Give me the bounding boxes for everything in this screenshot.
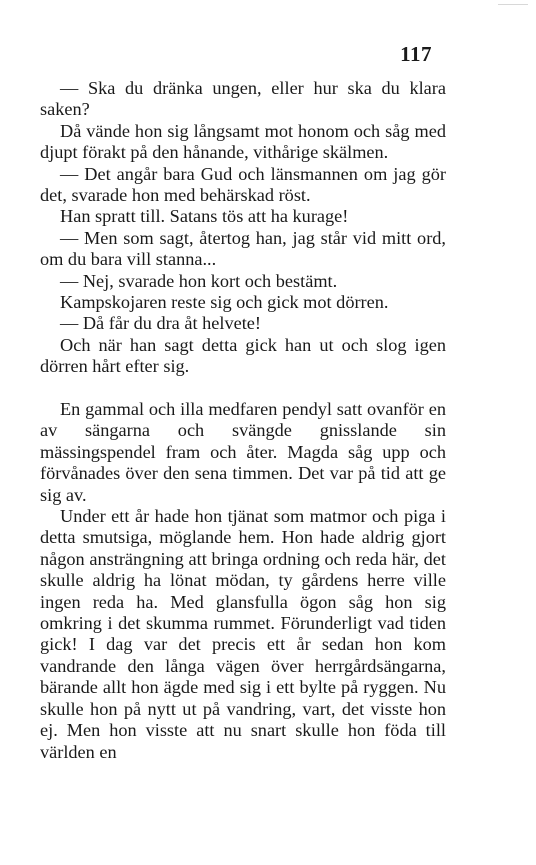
paragraph: Han spratt till. Satans tös att ha kurage!: [60, 206, 349, 227]
text-section-narrative: [40, 399, 446, 763]
paragraph: Och när han sagt detta gick han ut och slog igen dörren hårt efter sig.: [40, 334, 446, 377]
page-number: 117: [400, 42, 432, 66]
paragraph: — Nej, svarade hon kort och bestämt.: [60, 270, 338, 291]
paragraph: — Ska du dränka ungen, eller hur ska du klara saken?: [40, 78, 446, 120]
page-edge-mark: [498, 4, 528, 5]
paragraph: En gammal och illa medfaren pendyl satt ovanför en av sängarna och svängde gnisslande sin mässingspendel fram och åter. Magda såg upp och förvånades över den sena timmen. Det var på tid att ge sig av.: [40, 399, 446, 505]
text-section-dialogue: [40, 78, 446, 378]
paragraph: — Det angår bara Gud och länsmannen om jag gör det, svarade hon med behärskad röst.: [40, 163, 446, 206]
paragraph: — Men som sagt, återtog han, jag står vid mitt ord, om du bara vill stanna...: [40, 227, 446, 270]
paragraph: — Då får du dra åt helvete!: [60, 313, 261, 334]
paragraph: Kampskojaren reste sig och gick mot dörren.: [60, 292, 389, 313]
paragraph: Då vände hon sig långsamt mot honom och såg med djupt förakt på den hånande, vithårige skälmen.: [40, 120, 446, 163]
paragraph: Under ett år hade hon tjänat som matmor och piga i detta smutsiga, möglande hem. Hon hade aldrig gjort någon ansträngning att bringa ordning och reda här, det skulle aldrig ha lönat mödan, ty gårdens herre ville ingen reda ha. Med glansfulla ögon såg hon sig omkring i det skumma rummet. Förunderligt vad tiden gick! I dag var det precis ett år sedan hon kom vandrande den långa vägen över herrgårdsängarna, bärande allt hon ägde med sig i ett bylte på ryggen. Nu skulle hon på nytt ut på vandring, vart, det visste hon ej. Men hon visste att nu snart skulle hon föda till världen en: [40, 506, 446, 762]
